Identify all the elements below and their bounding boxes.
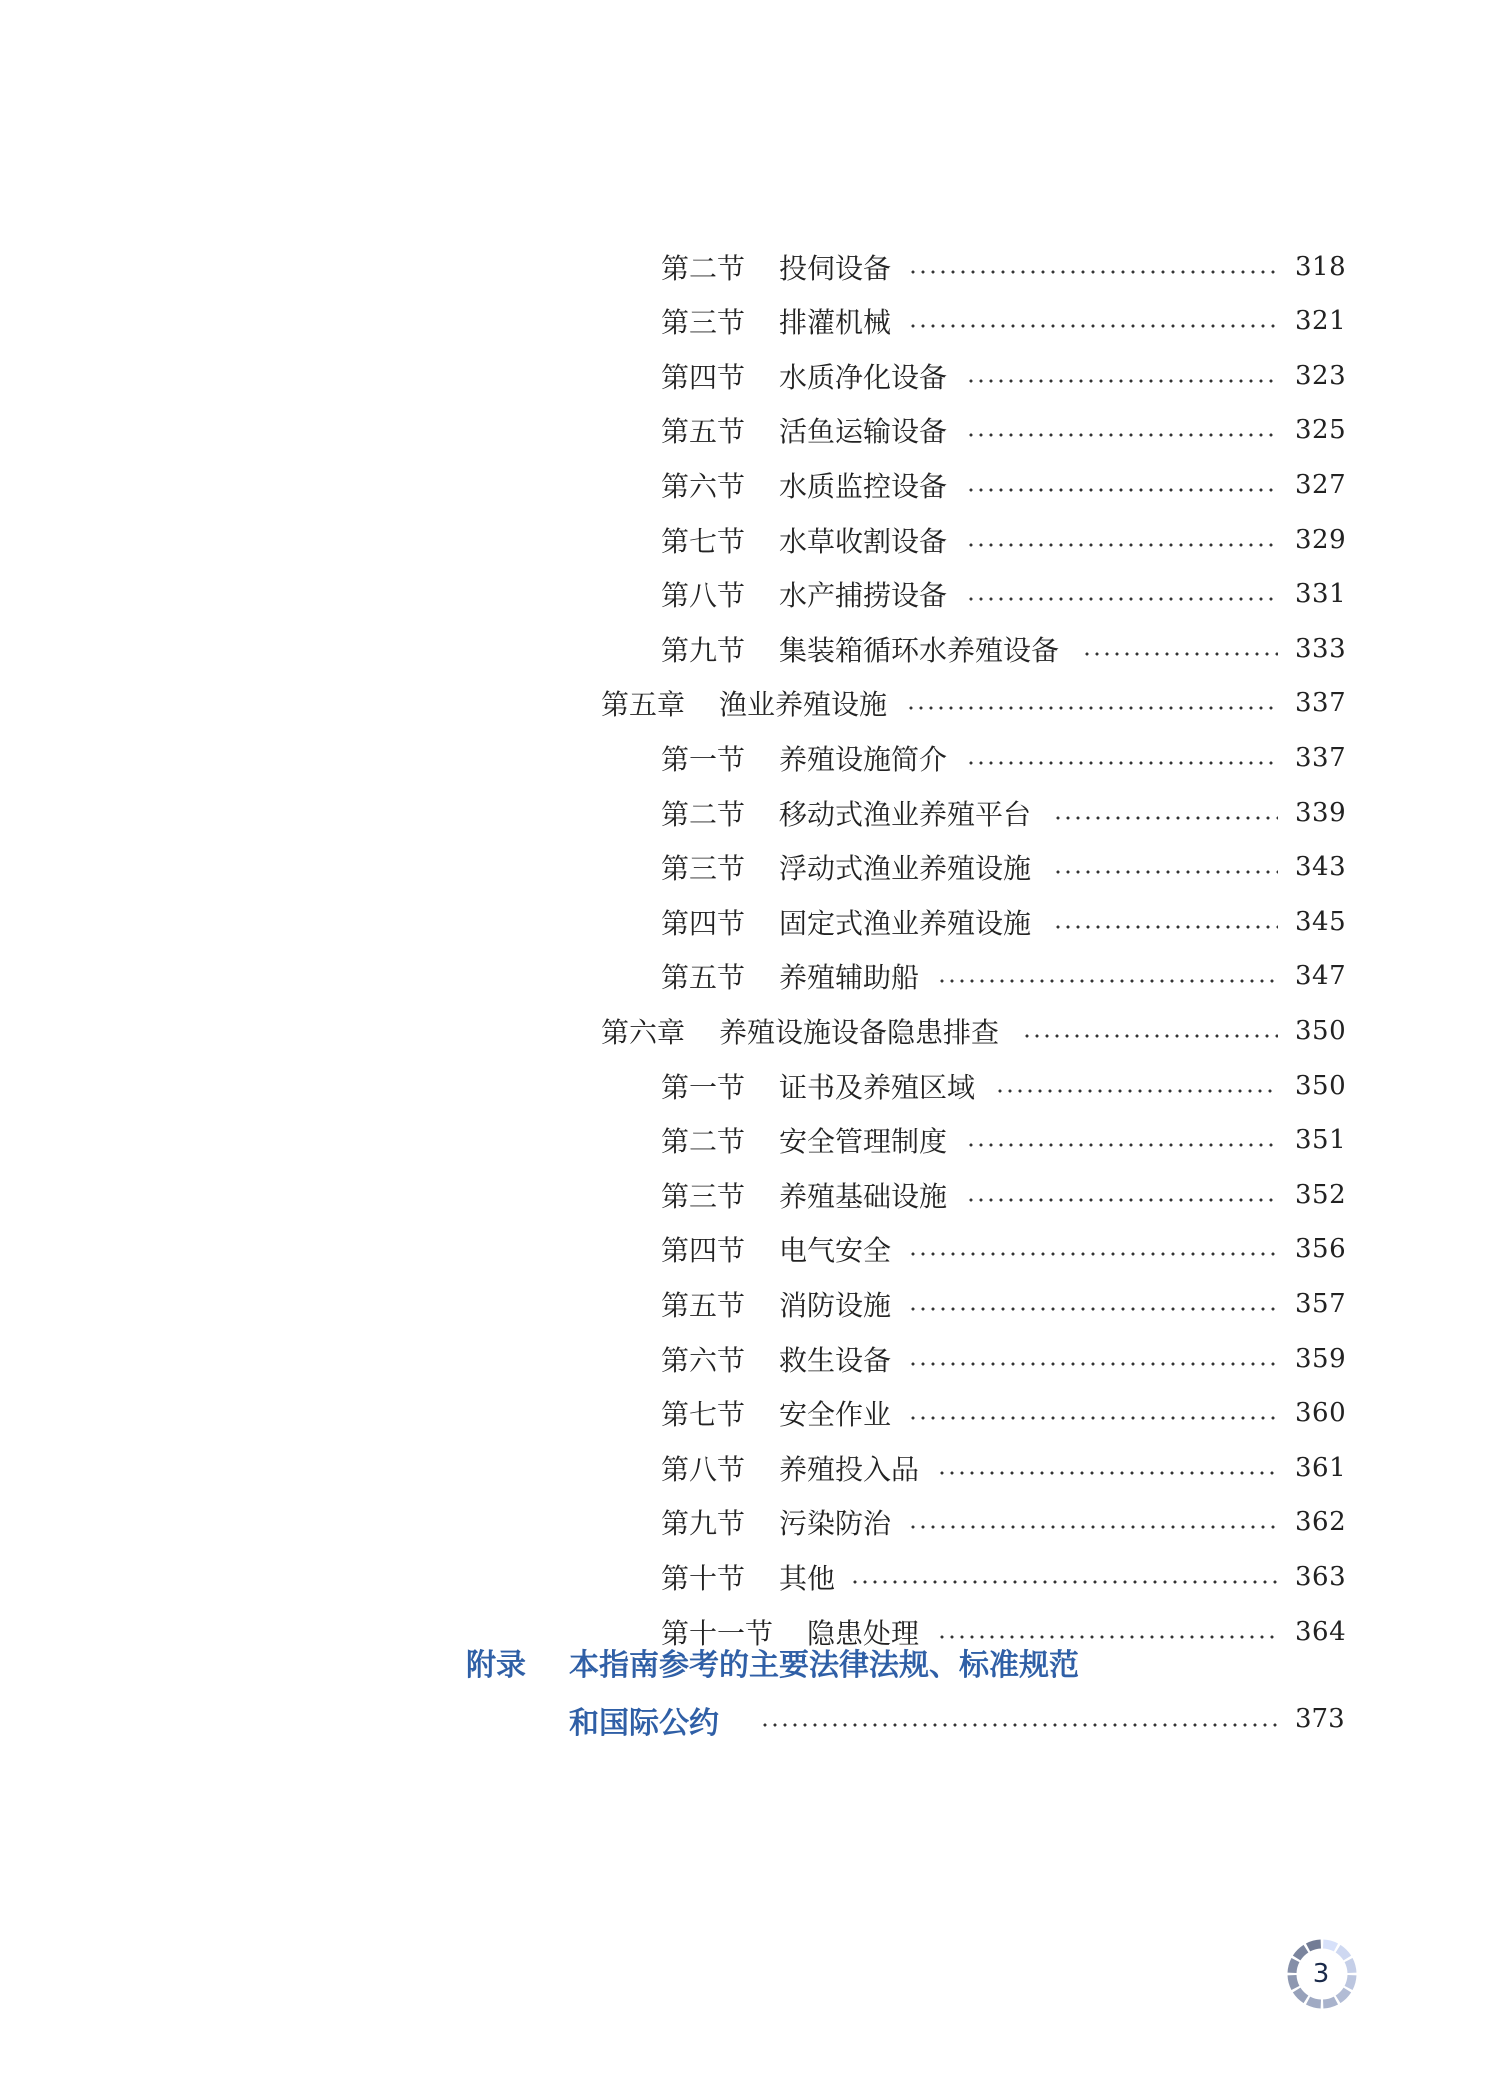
entry-page-number: 350 (1295, 1070, 1347, 1101)
appendix-line-1 (466, 1640, 1079, 1684)
entry-page-number: 331 (1295, 579, 1347, 610)
entry-number: 第九节 (661, 633, 746, 667)
entry-label (661, 247, 891, 287)
entry-page-number: 337 (1295, 742, 1347, 773)
entry-page-number: 325 (1295, 415, 1347, 446)
entry-label (601, 1011, 999, 1051)
toc-section-entry[interactable] (0, 895, 1496, 948)
dot-leader (966, 432, 1278, 438)
entry-number: 第四节 (661, 1234, 746, 1268)
entry-number: 第二节 (661, 1125, 746, 1159)
entry-page-number: 345 (1295, 906, 1347, 937)
entry-title: 水产捕捞设备 (779, 579, 948, 613)
toc-section-entry[interactable] (0, 1277, 1496, 1330)
entry-page-number: 337 (1295, 688, 1347, 719)
entry-number: 第三节 (661, 1179, 746, 1213)
entry-page-number: 363 (1295, 1561, 1347, 1592)
entry-title: 移动式渔业养殖平台 (779, 797, 1032, 831)
entry-number: 第十一节 (661, 1616, 774, 1650)
entry-number: 第八节 (661, 579, 746, 613)
entry-label (661, 1284, 891, 1324)
dot-leader (850, 1579, 1278, 1585)
toc-chapter-entry[interactable] (0, 677, 1496, 730)
entry-title: 救生设备 (779, 1343, 892, 1377)
dot-leader (1022, 1033, 1278, 1039)
entry-label (661, 902, 1031, 942)
entry-label (661, 520, 947, 560)
entry-label (661, 629, 1059, 669)
appendix-title-line-1: 本指南参考的主要法律法规、标准规范 (569, 1648, 1079, 1683)
toc-section-entry[interactable] (0, 295, 1496, 348)
dot-leader (966, 596, 1278, 602)
entry-number: 第六章 (601, 1015, 686, 1049)
entry-title: 水质净化设备 (779, 360, 948, 394)
dot-leader (966, 1197, 1278, 1203)
entry-label (661, 1502, 891, 1542)
entry-label (661, 1557, 835, 1597)
entry-label (661, 465, 947, 505)
toc-section-entry[interactable] (0, 1387, 1496, 1440)
entry-label (661, 356, 947, 396)
dot-leader (760, 1722, 1278, 1728)
toc-section-entry[interactable] (0, 513, 1496, 566)
entry-title: 固定式渔业养殖设施 (779, 906, 1032, 940)
toc-section-entry[interactable] (0, 950, 1496, 1003)
dot-leader (966, 1142, 1278, 1148)
toc-section-entry[interactable] (0, 1496, 1496, 1549)
dot-leader (906, 705, 1278, 711)
toc-section-entry[interactable] (0, 841, 1496, 894)
entry-label (661, 574, 947, 614)
entry-title: 渔业养殖设施 (719, 688, 888, 722)
entry-title: 污染防治 (779, 1507, 892, 1541)
entry-title: 集装箱循环水养殖设备 (779, 633, 1060, 667)
dot-leader (908, 1361, 1278, 1367)
entry-label (661, 1229, 891, 1269)
entry-page-number: 318 (1295, 251, 1347, 282)
dot-leader (908, 1524, 1278, 1530)
entry-number: 第一节 (661, 742, 746, 776)
entry-title: 消防设施 (779, 1288, 892, 1322)
entry-page-number: 356 (1295, 1234, 1347, 1265)
dot-leader (966, 542, 1278, 548)
dot-leader (937, 978, 1278, 984)
entry-label (661, 793, 1031, 833)
entry-title: 水质监控设备 (779, 469, 948, 503)
entry-page-number: 361 (1295, 1452, 1347, 1483)
entry-page-number: 359 (1295, 1343, 1347, 1374)
dot-leader (966, 487, 1278, 493)
toc-section-entry[interactable] (0, 240, 1496, 293)
entry-page-number: 357 (1295, 1288, 1347, 1319)
entry-number: 第四节 (661, 360, 746, 394)
entry-title: 养殖设施设备隐患排查 (719, 1015, 1000, 1049)
entry-number: 第五节 (661, 415, 746, 449)
dot-leader (908, 1415, 1278, 1421)
toc-section-entry[interactable] (0, 786, 1496, 839)
appendix-page-number: 373 (1295, 1704, 1345, 1734)
entry-title: 浮动式渔业养殖设施 (779, 852, 1032, 886)
toc-section-entry[interactable] (0, 1550, 1496, 1603)
entry-label (661, 847, 1031, 887)
entry-page-number: 339 (1295, 797, 1347, 828)
entry-number: 第一节 (661, 1070, 746, 1104)
entry-page-number: 327 (1295, 469, 1347, 500)
entry-label (601, 683, 887, 723)
entry-number: 第四节 (661, 906, 746, 940)
dot-leader (1053, 815, 1278, 821)
dot-leader (1082, 651, 1278, 657)
dot-leader (908, 323, 1278, 329)
entry-number: 第六节 (661, 469, 746, 503)
dot-leader (995, 1088, 1278, 1094)
entry-number: 第五节 (661, 1288, 746, 1322)
entry-number: 第二节 (661, 797, 746, 831)
entry-page-number: 321 (1295, 306, 1347, 337)
toc-section-entry[interactable] (0, 458, 1496, 511)
entry-label (661, 1120, 947, 1160)
entry-page-number: 323 (1295, 360, 1347, 391)
entry-number: 第三节 (661, 306, 746, 340)
entry-title: 养殖基础设施 (779, 1179, 948, 1213)
entry-number: 第六节 (661, 1343, 746, 1377)
dot-leader (908, 1306, 1278, 1312)
toc-section-entry[interactable] (0, 622, 1496, 675)
entry-number: 第七节 (661, 524, 746, 558)
dot-leader (1053, 869, 1278, 875)
page-number-badge (1286, 1934, 1366, 2014)
toc-section-entry[interactable] (0, 1114, 1496, 1167)
entry-page-number: 333 (1295, 633, 1347, 664)
entry-label (661, 1448, 919, 1488)
entry-label (661, 1066, 975, 1106)
entry-number: 第五章 (601, 688, 686, 722)
entry-number: 第九节 (661, 1507, 746, 1541)
entry-title: 养殖投入品 (779, 1452, 920, 1486)
page-number: 3 (1312, 1959, 1330, 1989)
entry-title: 安全管理制度 (779, 1125, 948, 1159)
entry-label (661, 1393, 891, 1433)
entry-title: 活鱼运输设备 (779, 415, 948, 449)
toc-section-entry[interactable] (0, 404, 1496, 457)
entry-label (661, 956, 919, 996)
dot-leader (908, 1251, 1278, 1257)
entry-label (661, 301, 891, 341)
toc-section-entry[interactable] (0, 1332, 1496, 1385)
entry-title: 水草收割设备 (779, 524, 948, 558)
toc-section-entry[interactable] (0, 1168, 1496, 1221)
appendix-label: 附录 (466, 1648, 526, 1683)
entry-page-number: 329 (1295, 524, 1347, 555)
entry-number: 第二节 (661, 251, 746, 285)
entry-title: 安全作业 (779, 1398, 892, 1432)
entry-page-number: 352 (1295, 1179, 1347, 1210)
dot-leader (908, 269, 1278, 275)
entry-label (661, 410, 947, 450)
entry-number: 第三节 (661, 852, 746, 886)
toc-section-entry[interactable] (0, 1441, 1496, 1494)
entry-title: 养殖辅助船 (779, 961, 920, 995)
entry-title: 养殖设施简介 (779, 742, 948, 776)
entry-number: 第八节 (661, 1452, 746, 1486)
entry-label (661, 738, 947, 778)
toc-section-entry[interactable] (0, 731, 1496, 784)
entry-title: 证书及养殖区域 (779, 1070, 976, 1104)
toc-section-entry[interactable] (0, 1059, 1496, 1112)
entry-page-number: 360 (1295, 1398, 1347, 1429)
entry-page-number: 343 (1295, 852, 1347, 883)
toc-chapter-entry[interactable] (0, 1004, 1496, 1057)
toc-section-entry[interactable] (0, 568, 1496, 621)
appendix-title-line-2: 和国际公约 (569, 1706, 719, 1741)
dot-leader (937, 1470, 1278, 1476)
entry-page-number: 351 (1295, 1125, 1347, 1156)
entry-number: 第十节 (661, 1561, 746, 1595)
entry-page-number: 347 (1295, 961, 1347, 992)
dot-leader (966, 760, 1278, 766)
entry-number: 第五节 (661, 961, 746, 995)
entry-page-number: 350 (1295, 1015, 1347, 1046)
entry-label (661, 1175, 947, 1215)
appendix-line-2 (0, 1700, 1496, 1740)
entry-title: 投伺设备 (779, 251, 892, 285)
entry-page-number: 362 (1295, 1507, 1347, 1538)
toc-section-entry[interactable] (0, 1223, 1496, 1276)
entry-title: 排灌机械 (779, 306, 892, 340)
entry-label (661, 1339, 891, 1379)
entry-page-number: 364 (1295, 1616, 1347, 1647)
entry-title: 电气安全 (779, 1234, 892, 1268)
dot-leader (966, 378, 1278, 384)
toc-section-entry[interactable] (0, 349, 1496, 402)
dot-leader (937, 1634, 1278, 1640)
entry-title: 其他 (779, 1561, 836, 1595)
entry-number: 第七节 (661, 1398, 746, 1432)
entry-title: 隐患处理 (807, 1616, 920, 1650)
dot-leader (1053, 924, 1278, 930)
